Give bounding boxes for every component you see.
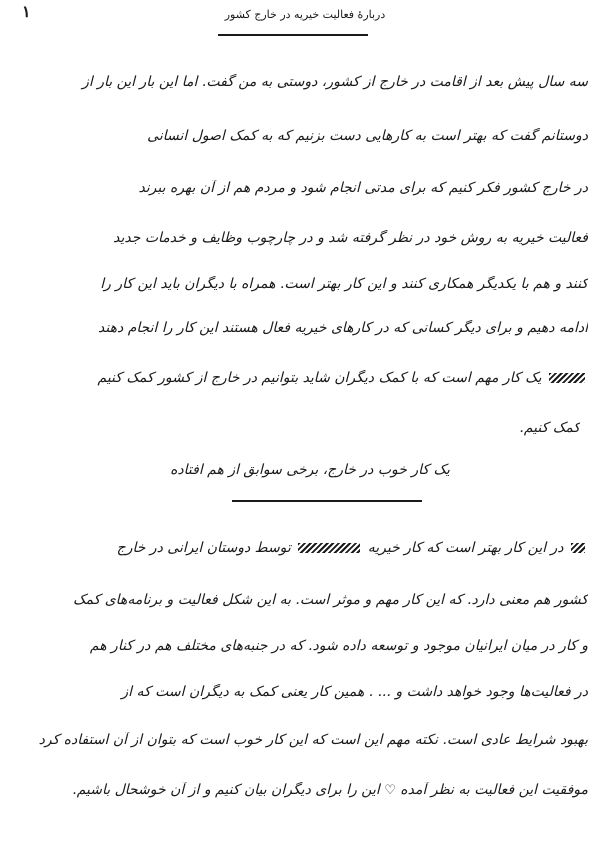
paragraph1-line-1: سه سال پیش بعد از اقامت در خارج از کشور، دوستی به من گفت. اما این بار این بار از [82, 74, 588, 90]
paragraph1-line-8: کمک کنیم. [519, 420, 580, 436]
page-title: دربارهٔ فعالیت خیریه در خارج کشور [224, 8, 386, 21]
section-subheading: یک کار خوب در خارج، برخی سوابق از هم افتاده [170, 462, 450, 478]
paragraph2-line-6 [12, 782, 588, 798]
page-number: ۱ [22, 2, 31, 21]
paragraph2-line-6-start: موفقیت این فعالیت به نظر آمده [400, 782, 588, 798]
paragraph2-line-1-start: در این کار بهتر است که [426, 540, 564, 556]
paragraph2-line-1 [12, 540, 588, 556]
paragraph1-line-7 [12, 370, 588, 386]
paragraph1-line-4: فعالیت خیریه به روش خود در نظر گرفته شد و در چارچوب وظایف و خدمات جدید [113, 230, 588, 246]
paragraph2-line-4: در فعالیت‌ها وجود خواهد داشت و ... . همین کار یعنی کمک به دیگران است که از [121, 684, 588, 700]
paragraph2-line-3: و کار در میان ایرانیان موجود و توسعه داده شود. که در جنبه‌های مختلف هم در کنار هم [89, 638, 588, 654]
heart-icon: ♡ [384, 783, 396, 798]
title-underline [218, 34, 368, 36]
strikethrough-scribble [298, 543, 360, 553]
paragraph2-line-2: کشور هم معنی دارد. که این کار مهم و موثر است. به این شکل فعالیت و برنامه‌های کمک [72, 592, 588, 608]
strikethrough-scribble [549, 373, 585, 383]
paragraph1-line-7-text: یک کار مهم است که با کمک دیگران شاید بتوانیم در خارج از کشور کمک کنیم [97, 370, 542, 386]
paragraph1-line-5: کنند و هم با یکدیگر همکاری کنند و این کار بهتر است. همراه با دیگران باید این کار را [100, 276, 588, 292]
paragraph1-line-2: دوستانم گفت که بهتر است به کارهایی دست بزنیم که به کمک اصول انسانی [147, 128, 588, 144]
paragraph2-line-5: بهبود شرایط عادی است. نکته مهم این است که این کار خوب است که بتوان از آن استفاده کرد [38, 732, 588, 748]
subheading-underline [232, 500, 422, 502]
paragraph2-line-6-end: این را برای دیگران بیان کنیم و از آن خوشحال باشیم. [72, 782, 380, 798]
paragraph2-line-1-end: در خارج [116, 540, 163, 556]
paragraph1-line-3: در خارج کشور فکر کنیم که برای مدتی انجام شود و مردم هم از آن بهره ببرند [138, 180, 588, 196]
paragraph1-line-6: ادامه دهیم و برای دیگر کسانی که در کارهای خیریه فعال هستند این کار را انجام دهند [98, 320, 588, 336]
underlined-phrase: توسط دوستان ایرانی [167, 540, 291, 556]
strikethrough-scribble [571, 543, 585, 553]
underlined-phrase: کار خیریه [367, 540, 422, 556]
